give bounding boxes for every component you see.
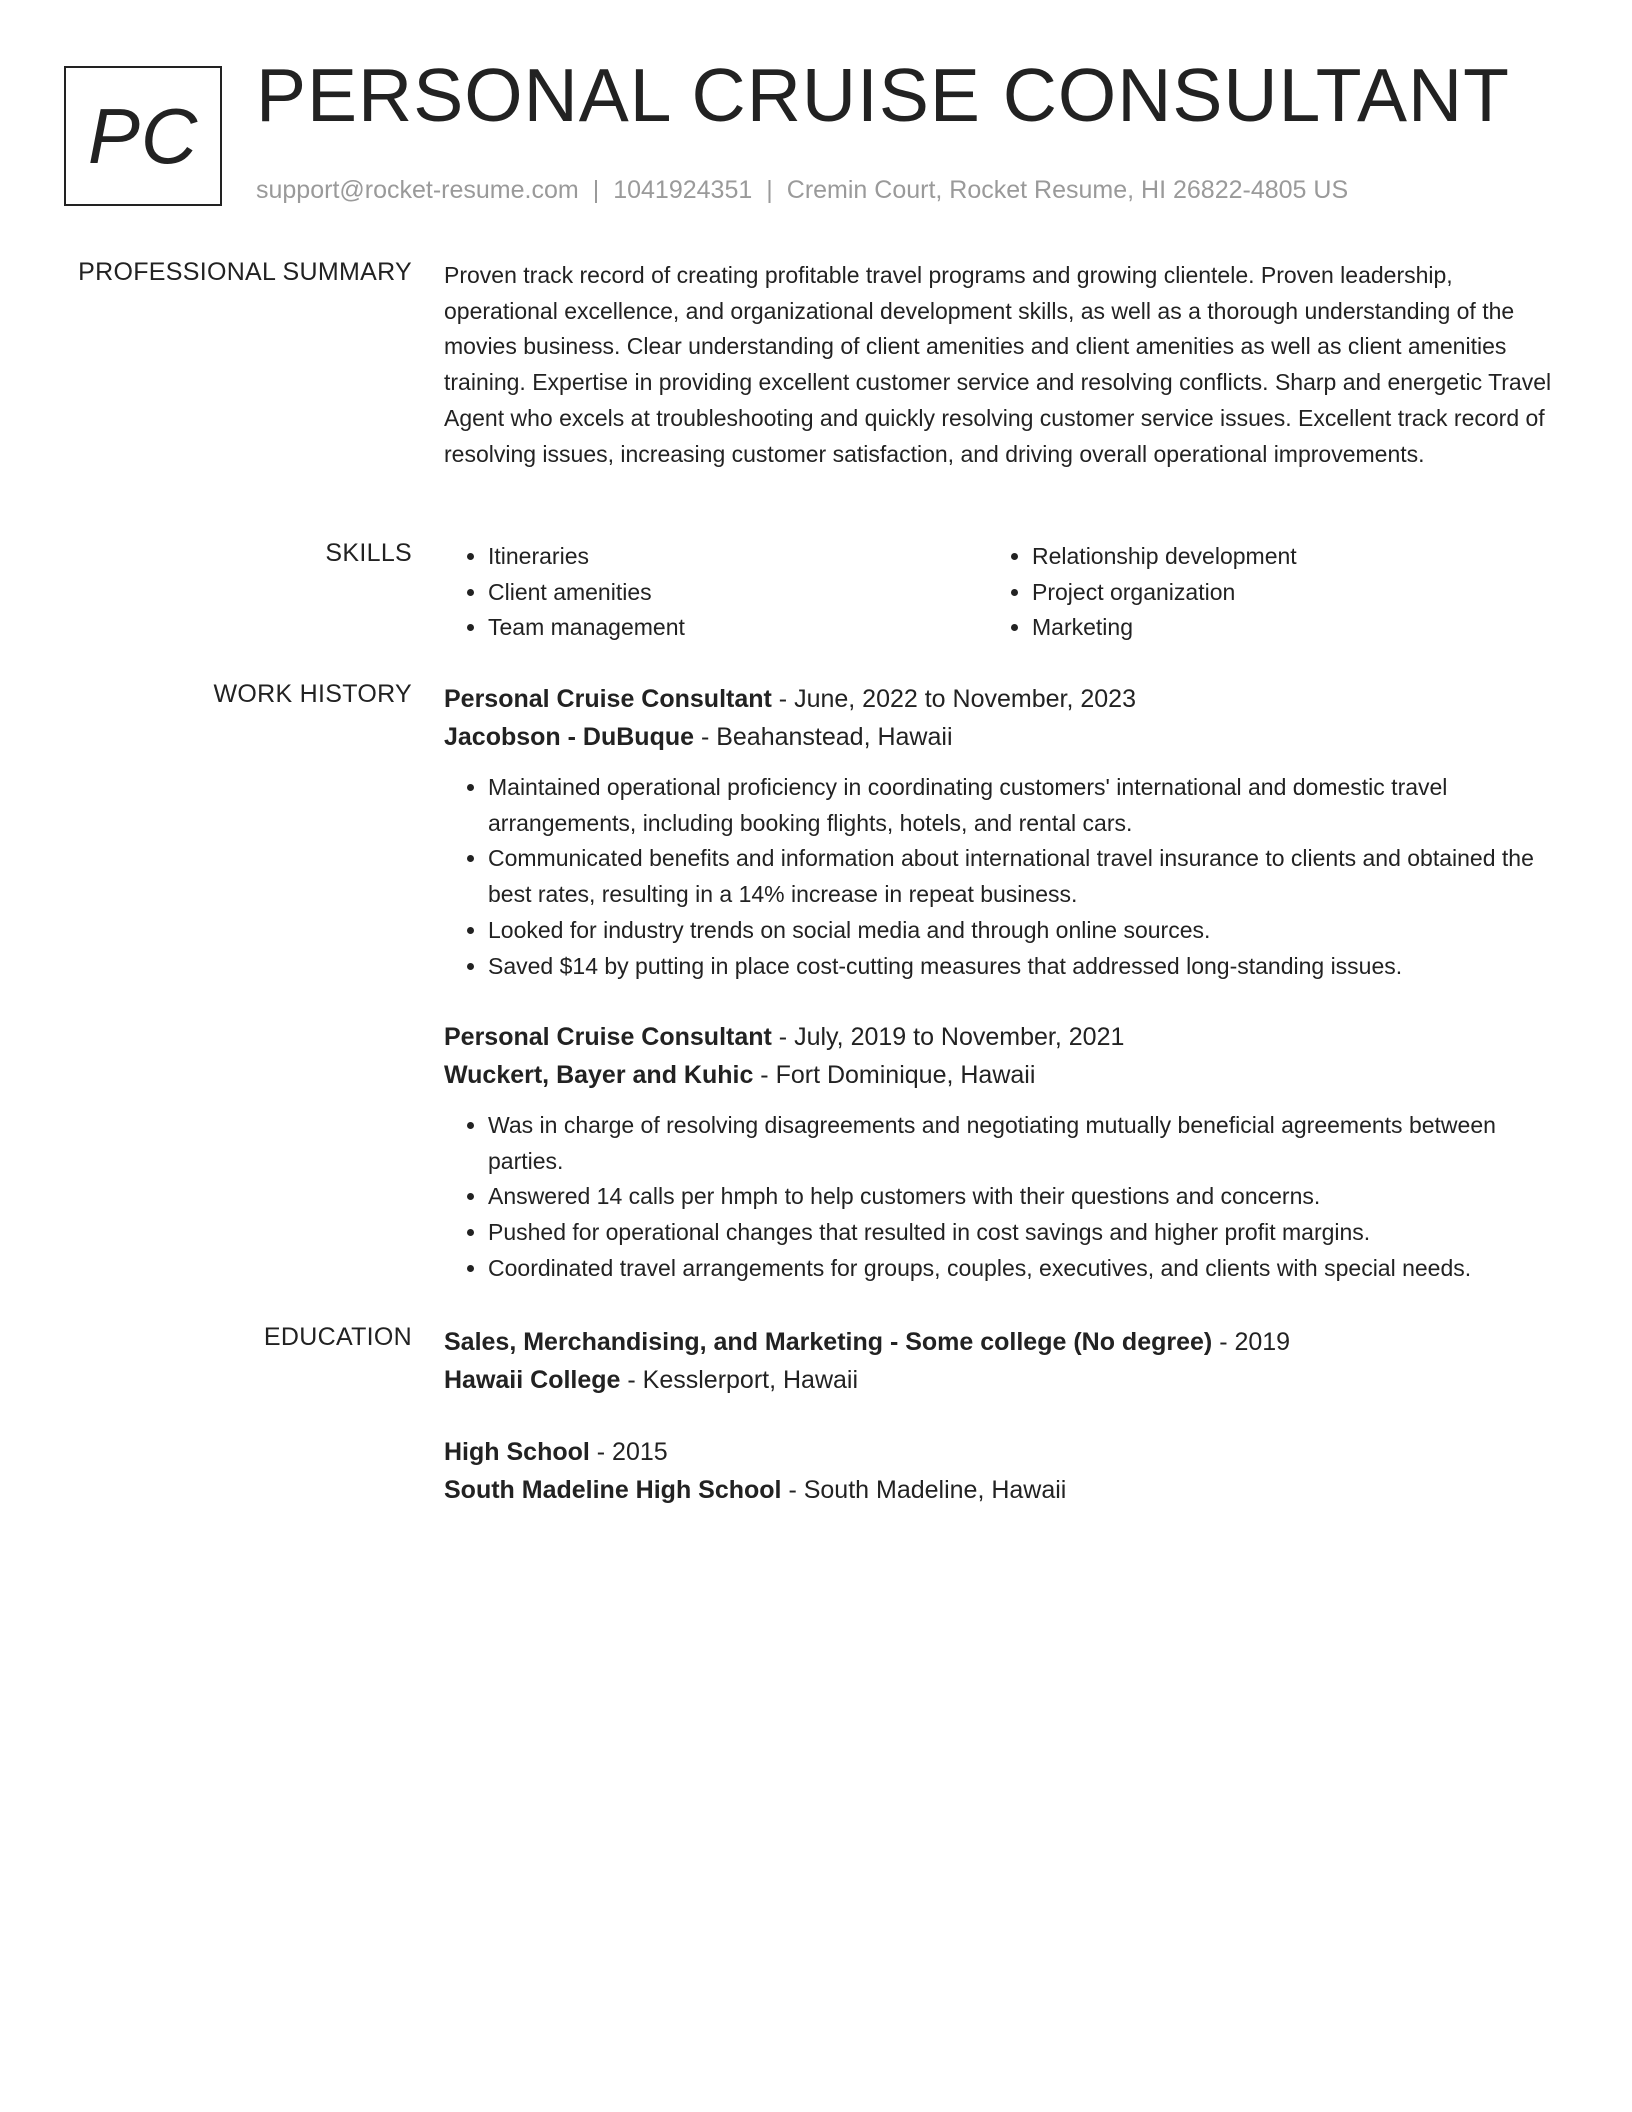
- work-history-body: [444, 680, 1556, 984]
- summary-text: Proven track record of creating profitable travel programs and growing clientele. Proven leadership, operational excellence, and organizational development skills, as well as a thorough understanding of the movies business. Clear understanding of client amenities and client amenities as well as client amenities training. Expertise in providing excellent customer service and resolving conflicts. Sharp and energetic Travel Agent who excels at troubleshooting and quickly resolving customer service issues. Excellent track record of resolving issues, increasing customer satisfaction, and driving overall operational improvements.: [444, 262, 1552, 467]
- job-company-line: [444, 718, 1556, 756]
- education-degree-line: [444, 1323, 1556, 1361]
- skill-item: • Itineraries: [488, 539, 988, 575]
- job-bullet: • Saved $14 by putting in place cost-cutting measures that addressed long-standing issues.: [488, 949, 1556, 985]
- job-location: - Fort Dominique, Hawaii: [753, 1061, 1036, 1089]
- job-bullets: [444, 1108, 1556, 1287]
- education-degree: High School: [444, 1438, 590, 1466]
- education-school-line: [444, 1471, 1556, 1509]
- education-school: South Madeline High School: [444, 1476, 782, 1504]
- job-bullet: • Looked for industry trends on social media and through online sources.: [488, 913, 1556, 949]
- job-title: Personal Cruise Consultant: [444, 1023, 772, 1051]
- skills-body: [444, 539, 1556, 646]
- education-year: - 2015: [589, 1438, 668, 1466]
- job-company: Wuckert, Bayer and Kuhic: [444, 1061, 754, 1089]
- skill-item: • Project organization: [1032, 575, 1532, 611]
- job-bullet: • Communicated benefits and information about international travel insurance to clients and obtained the best rates, resulting in a 14% increase in repeat business.: [488, 841, 1556, 912]
- section-heading-education: EDUCATION: [263, 1323, 412, 1351]
- education-body-2: [444, 1433, 1556, 1509]
- job-title: Personal Cruise Consultant: [444, 685, 772, 713]
- job-company: Jacobson - DuBuque: [444, 723, 695, 751]
- job-bullet: • Coordinated travel arrangements for groups, couples, executives, and clients with special needs.: [488, 1251, 1556, 1287]
- job-bullet: • Answered 14 calls per hmph to help customers with their questions and concerns.: [488, 1179, 1556, 1215]
- section-heading-work-history: WORK HISTORY: [213, 680, 412, 708]
- job-bullets: [444, 770, 1556, 984]
- education-location: - South Madeline, Hawaii: [781, 1476, 1067, 1504]
- contact-separator: |: [766, 176, 773, 204]
- skill-item: • Relationship development: [1032, 539, 1532, 575]
- monogram-box: [64, 66, 222, 206]
- education-body: [444, 1323, 1556, 1399]
- section-heading-skills: SKILLS: [325, 539, 412, 567]
- job-dates: - July, 2019 to November, 2021: [771, 1023, 1125, 1051]
- skills-column-right: [988, 539, 1532, 646]
- job-title-line: [444, 680, 1556, 718]
- work-history-body-2: [444, 1018, 1556, 1287]
- resume-name: PERSONAL CRUISE CONSULTANT: [256, 53, 1510, 137]
- job-title-line: [444, 1018, 1556, 1056]
- education-year: - 2019: [1212, 1328, 1291, 1356]
- education-degree-line: [444, 1433, 1556, 1471]
- contact-separator: |: [592, 176, 600, 204]
- education-location: - Kesslerport, Hawaii: [620, 1366, 859, 1394]
- job-bullet: • Maintained operational proficiency in coordinating customers' international and domestic travel arrangements, including booking flights, hotels, and rental cars.: [488, 770, 1556, 841]
- skill-item: • Team management: [488, 610, 988, 646]
- education-entry: [444, 1433, 1556, 1509]
- contact-phone: 1041924351: [613, 176, 753, 204]
- job-dates: - June, 2022 to November, 2023: [771, 685, 1136, 713]
- education-school: Hawaii College: [444, 1366, 621, 1394]
- education-degree: Sales, Merchandising, and Marketing - Some college (No degree): [444, 1328, 1213, 1356]
- summary-body: [444, 258, 1556, 472]
- education-school-line: [444, 1361, 1556, 1399]
- job-entry: [444, 680, 1556, 984]
- job-company-line: [444, 1056, 1556, 1094]
- section-heading-summary: PROFESSIONAL SUMMARY: [78, 258, 412, 286]
- skills-column-left: [444, 539, 988, 646]
- contact-address: Cremin Court, Rocket Resume, HI 26822-4805 US: [786, 176, 1349, 204]
- education-entry: [444, 1323, 1556, 1399]
- job-location: - Beahanstead, Hawaii: [694, 723, 953, 751]
- job-bullet: • Was in charge of resolving disagreements and negotiating mutually beneficial agreements between parties.: [488, 1108, 1556, 1179]
- job-bullet: • Pushed for operational changes that resulted in cost savings and higher profit margins.: [488, 1215, 1556, 1251]
- job-entry: [444, 1018, 1556, 1287]
- contact-line: [256, 176, 1348, 205]
- skill-item: • Client amenities: [488, 575, 988, 611]
- contact-email: support@rocket-resume.com: [256, 176, 579, 204]
- monogram-initials: PC: [87, 92, 199, 180]
- skill-item: • Marketing: [1032, 610, 1532, 646]
